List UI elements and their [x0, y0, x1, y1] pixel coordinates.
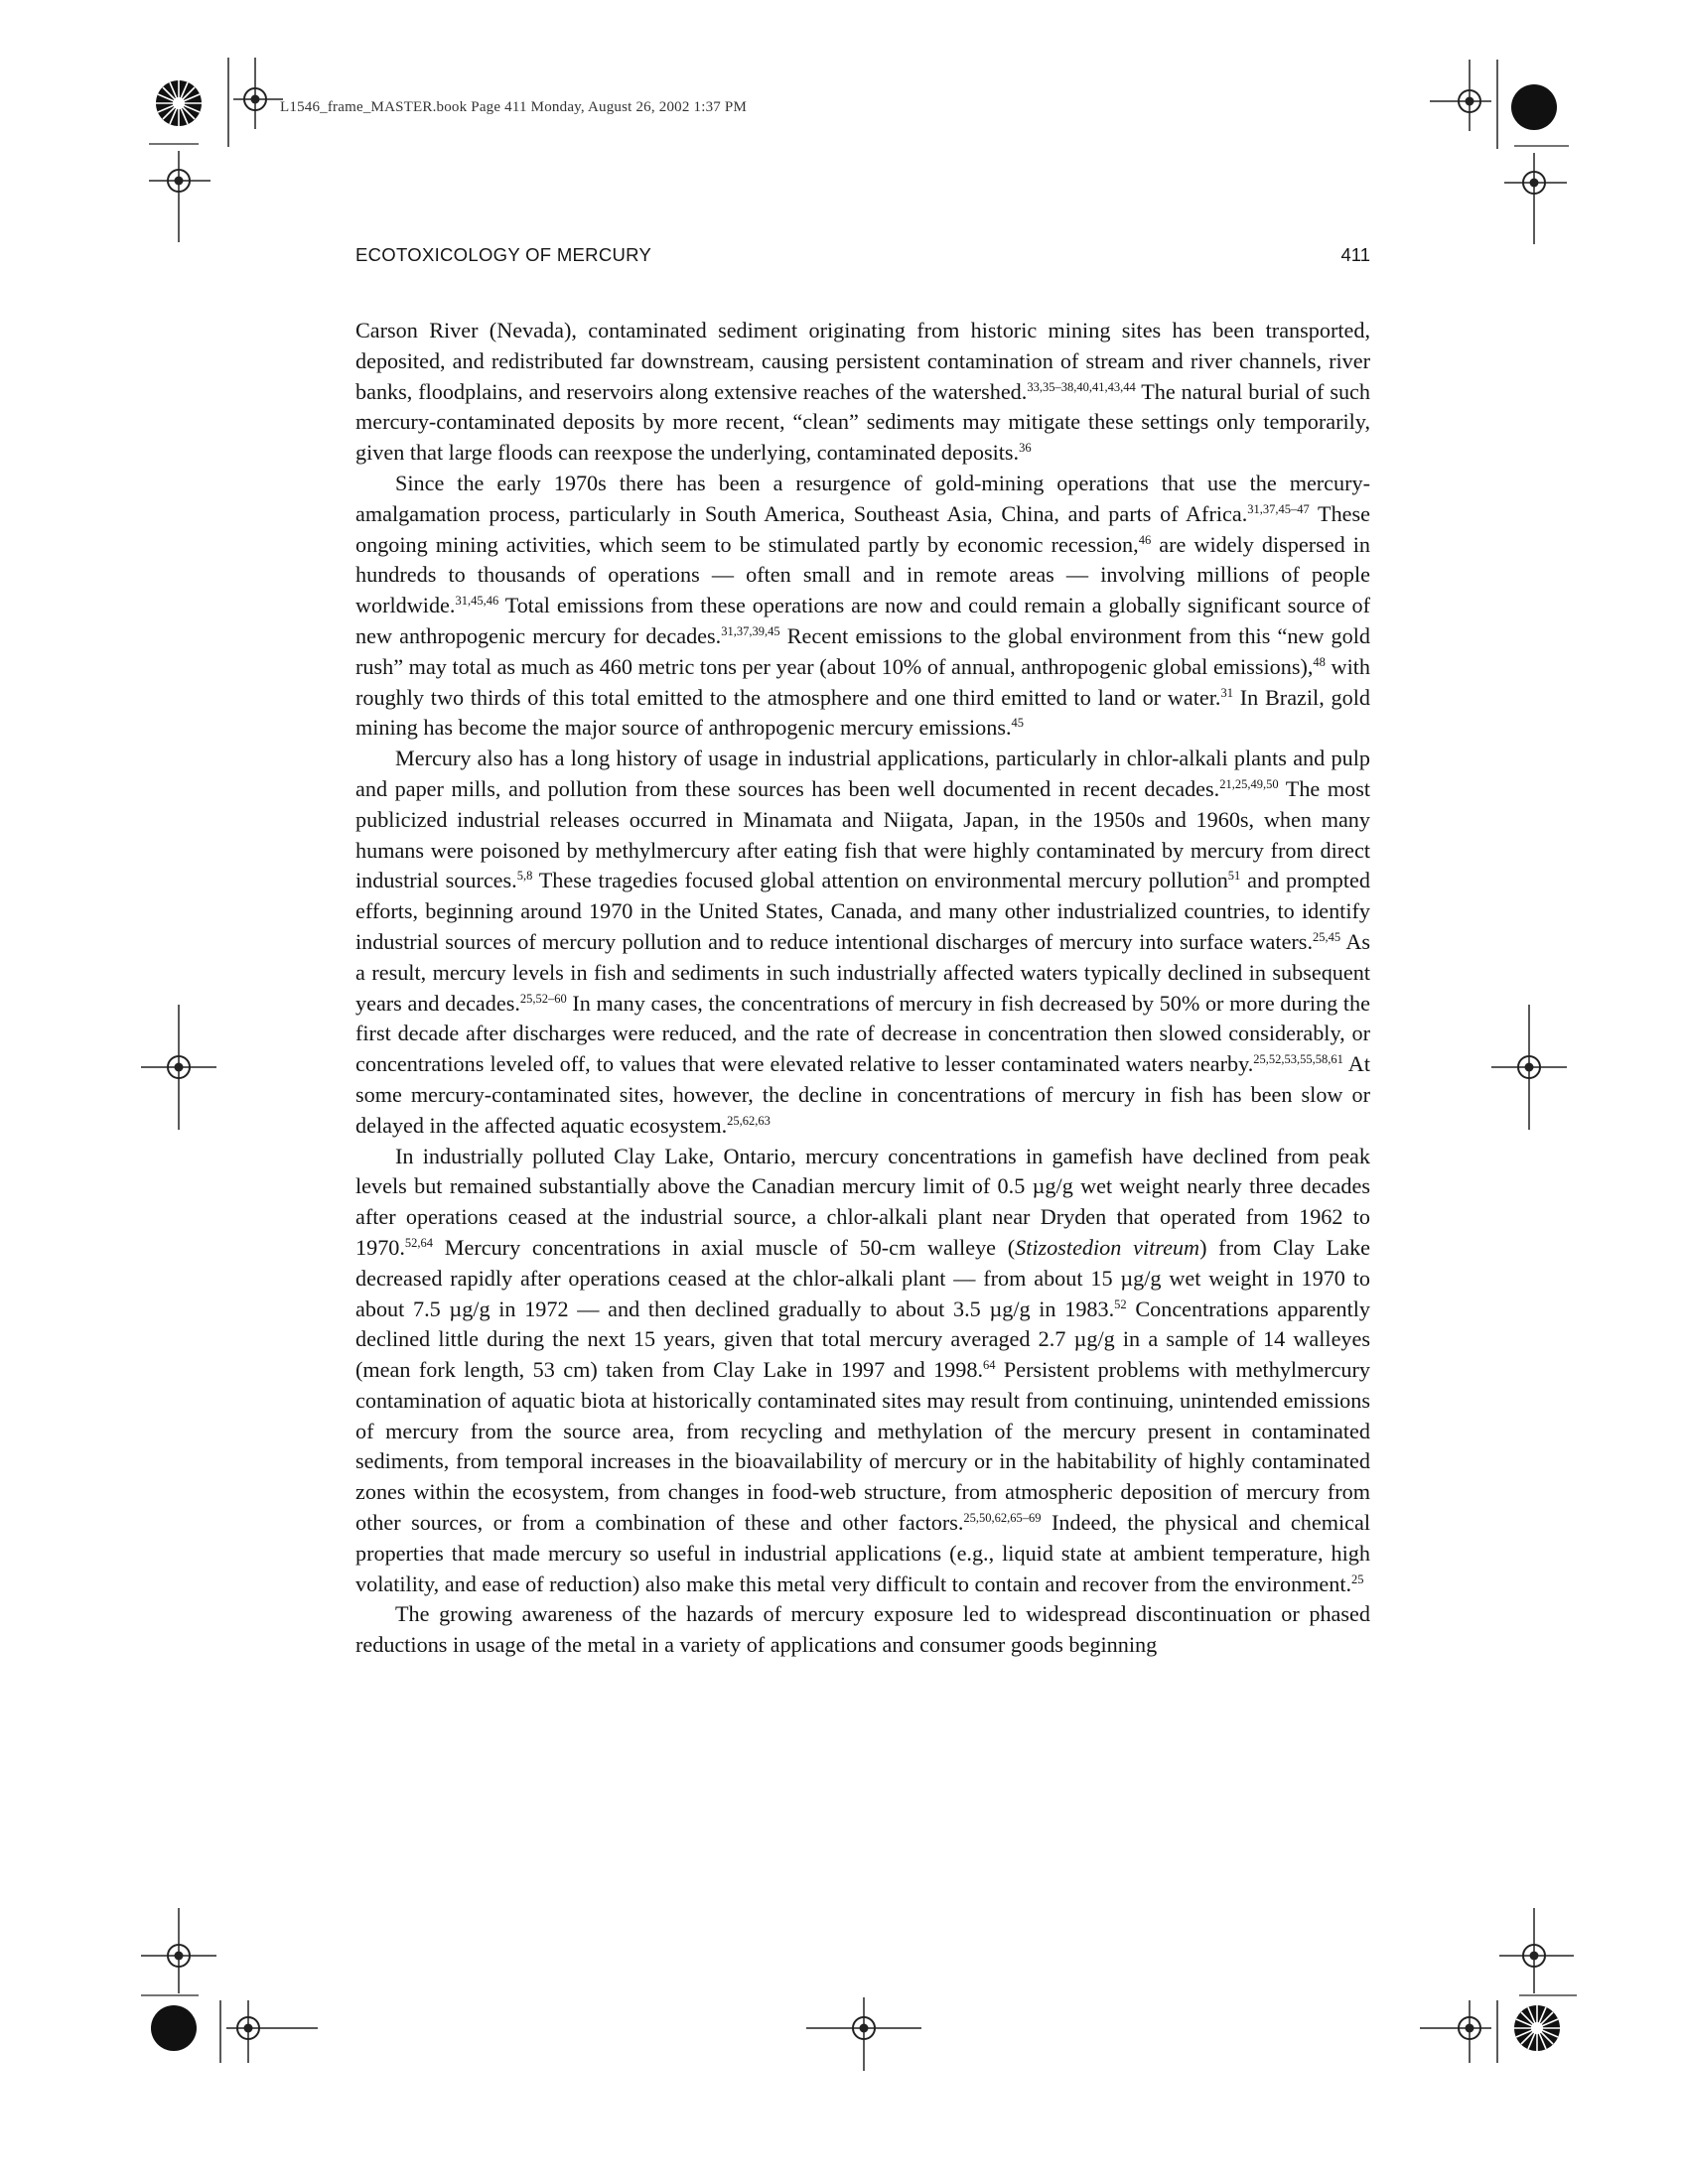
registration-mark-right-middle — [1489, 1003, 1569, 1132]
text-run: Indeed, the physical and chemical properties that made mercury so useful in industrial applications (e.g., liquid state at ambient temperature, high volatility, and ease of reduction) also make this metal very difficult to contain and recover from the environment. — [355, 1510, 1370, 1596]
text-run: Concentrations apparently declined little during the next 15 years, given that total mercury averaged 2.7 µg/g in a sample of 14 walleyes (mean fork length, 53 cm) taken from Clay Lake in 1997 and 1998. — [355, 1296, 1371, 1383]
citation-superscript: 25,45 — [1313, 929, 1341, 944]
text-run: These ongoing mining activities, which seem to be stimulated partly by economic recession, — [355, 500, 1370, 557]
text-run: Persistent problems with methylmercury contamination of aquatic biota at historically contaminated sites may result from continuing, unintended emissions of mercury from the source area, from recycling and methylation of the mercury present in contaminated sediments, from temporal increases in the bioavailability of mercury or in the habitability of highly contaminated zones within the ecosystem, from changes in food-web structure, from atmospheric deposition of mercury from other sources, or from a combination of these and other factors. — [355, 1357, 1370, 1536]
citation-superscript: 52,64 — [404, 1235, 434, 1250]
paragraph — [355, 1142, 1370, 1600]
citation-superscript: 51 — [1227, 869, 1241, 884]
text-run: Carson River (Nevada), contaminated sediment originating from historic mining sites has been transported, deposited, and redistributed far downstream, causing persistent contamination of stream and river channels, river banks, floodplains, and reservoirs along extensive reaches of the watershed. — [355, 318, 1370, 404]
citation-superscript: 45 — [1011, 716, 1025, 731]
text-run: and prompted efforts, beginning around 1970 in the United States, Canada, and many other industrialized countries, to identify industrial sources of mercury pollution and to reduce intentional discharges of mercury into surface waters. — [355, 868, 1370, 954]
sunburst-target-icon — [156, 80, 202, 126]
text-run: are widely dispersed in hundreds to thousands of operations — often small and in remote areas — involving millions of people worldwide. — [355, 531, 1370, 618]
text-run: The growing awareness of the hazards of mercury exposure led to widespread discontinuation or phased reductions in usage of the metal in a variety of applications and consumer goods beginning — [355, 1601, 1370, 1658]
citation-superscript: 36 — [1019, 441, 1032, 456]
registration-mark-bottom-center — [804, 1995, 923, 2075]
citation-superscript: 31,37,39,45 — [721, 623, 780, 638]
citation-superscript: 25 — [1351, 1571, 1364, 1586]
crosshair-icon — [1430, 60, 1491, 131]
frame-slug: L1546_frame_MASTER.book Page 411 Monday, August 26, 2002 1:37 PM — [280, 99, 748, 115]
crosshair-icon — [806, 1997, 921, 2071]
crosshair-icon — [1499, 1908, 1574, 1993]
species-name: Stizostedion vitreum — [1015, 1234, 1200, 1260]
text-run: Mercury also has a long history of usage in industrial applications, particularly in chlor-alkali plants and pulp and paper mills, and pollution from these sources has been well documented in recent decades. — [355, 746, 1370, 801]
citation-superscript: 21,25,49,50 — [1219, 776, 1279, 791]
citation-superscript: 25,50,62,65–69 — [963, 1511, 1042, 1526]
registration-mark-top-right — [1420, 50, 1569, 248]
text-run: Since the early 1970s there has been a resurgence of gold-mining operations that use the mercury-amalgamation process, particularly in South America, Southeast Asia, China, and parts of Africa. — [355, 470, 1370, 526]
citation-superscript: 31,45,46 — [455, 594, 499, 609]
paragraph — [355, 316, 1370, 469]
text-run: These tragedies focused global attention on environmental mercury pollution — [532, 868, 1228, 893]
registration-mark-bottom-left — [139, 1906, 338, 2065]
citation-superscript: 25,62,63 — [727, 1113, 771, 1128]
body-text — [355, 316, 1370, 1661]
citation-superscript: 46 — [1138, 532, 1152, 547]
solid-dot-icon — [151, 2005, 197, 2051]
text-run: Mercury concentrations in axial muscle of 50-cm walleye ( — [433, 1234, 1016, 1260]
text-run: with roughly two thirds of this total emitted to the atmosphere and one third emitted to land or water. — [355, 653, 1370, 710]
crosshair-icon — [233, 58, 283, 129]
citation-superscript: 31 — [1220, 685, 1233, 700]
text-run: At some mercury-contaminated sites, however, the decline in concentrations of mercury in fish has been slow or delayed in the affected aquatic ecosystem. — [355, 1051, 1370, 1138]
text-run: As a result, mercury levels in fish and sediments in such industrially affected waters typically declined in subsequent years and decades. — [355, 928, 1370, 1016]
text-run: In industrially polluted Clay Lake, Ontario, mercury concentrations in gamefish have declined from peak levels but remained substantially above the Canadian mercury limit of 0.5 µg/g wet weight nearly three decades after operations ceased at the industrial source, a chlor-alkali plant near Dryden that operated from 1962 to 1970. — [355, 1143, 1370, 1260]
crosshair-icon — [141, 1005, 216, 1130]
sunburst-target-icon — [1514, 2005, 1560, 2051]
registration-mark-top-left — [149, 48, 377, 246]
registration-mark-bottom-right — [1410, 1906, 1579, 2065]
citation-superscript: 52 — [1114, 1297, 1127, 1311]
citation-superscript: 33,35–38,40,41,43,44 — [1027, 379, 1136, 394]
running-title: ECOTOXICOLOGY OF MERCURY — [355, 244, 652, 265]
paragraph — [355, 469, 1370, 744]
text-run: Recent emissions to the global environment from this “new gold rush” may total as much as 460 metric tons per year (about 10% of annual, anthropogenic global emissions), — [355, 622, 1370, 679]
crosshair-icon — [149, 151, 210, 242]
citation-superscript: 25,52–60 — [519, 991, 567, 1006]
text-run: In many cases, the concentrations of mercury in fish decreased by 50% or more during the first decade after discharges were reduced, and the rate of decrease in concentration then slowed considerably, or concentrations leveled off, to values that were elevated relative to lesser contaminated waters nearby. — [355, 990, 1370, 1077]
registration-mark-left-middle — [139, 1003, 218, 1132]
citation-superscript: 48 — [1313, 654, 1326, 669]
solid-dot-icon — [1511, 84, 1557, 130]
paragraph — [355, 744, 1370, 1141]
text-run: The natural burial of such mercury-contaminated deposits by more recent, “clean” sediments may mitigate these settings only temporarily, given that large floods can reexpose the underlying, contaminated deposits. — [355, 378, 1370, 466]
crosshair-icon — [226, 2000, 318, 2063]
citation-superscript: 5,8 — [516, 869, 533, 884]
citation-superscript: 64 — [983, 1358, 996, 1373]
crosshair-icon — [1504, 153, 1567, 244]
citation-superscript: 25,52,53,55,58,61 — [1253, 1052, 1343, 1067]
citation-superscript: 31,37,45–47 — [1247, 501, 1310, 516]
crosshair-icon — [141, 1908, 216, 1993]
text-run: ) from Clay Lake decreased rapidly after operations ceased at the chlor-alkali plant — from about 15 µg/g wet weight in 1970 to about 7.5 µg/g in 1972 — and then declined gradually to about 3.5 µg/g in 1983. — [355, 1234, 1371, 1321]
crosshair-icon — [1491, 1005, 1567, 1130]
paragraph — [355, 1599, 1370, 1661]
crosshair-icon — [1420, 2000, 1491, 2063]
page-number: 411 — [1340, 244, 1370, 265]
running-head — [355, 244, 1370, 270]
text-run: Total emissions from these operations are now and could remain a globally significant source of new anthropogenic mercury for decades. — [355, 593, 1370, 648]
text-run: The most publicized industrial releases occurred in Minamata and Niigata, Japan, in the 1950s and 1960s, when many humans were poisoned by methylmercury after eating fish that were highly contaminated by mercury from direct industrial sources. — [355, 775, 1370, 893]
text-run: In Brazil, gold mining has become the major source of anthropogenic mercury emissions. — [355, 684, 1371, 741]
